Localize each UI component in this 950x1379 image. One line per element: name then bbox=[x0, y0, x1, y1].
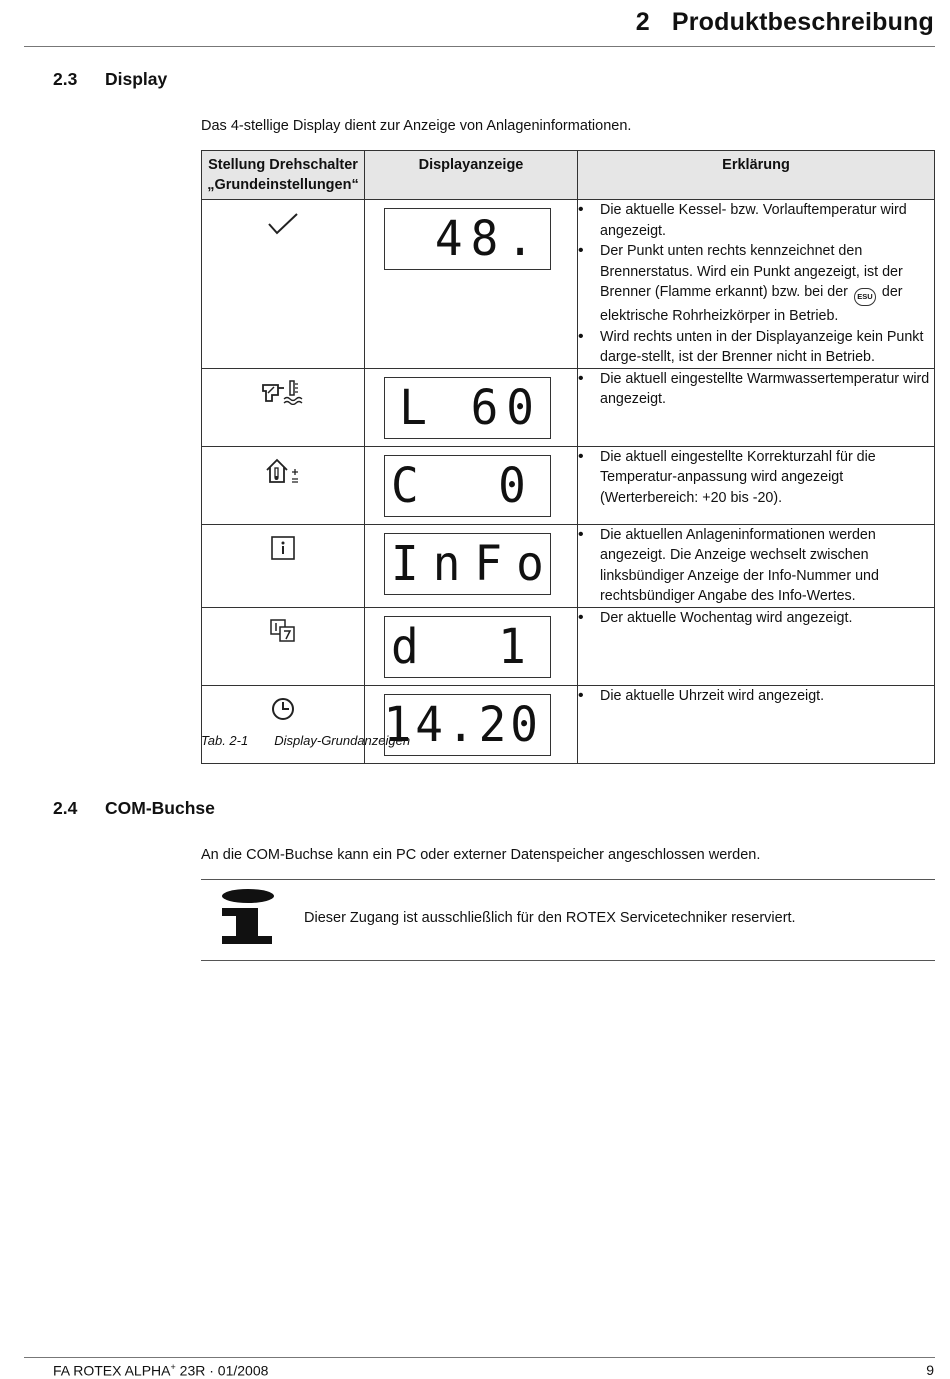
bullet-text: Der Punkt unten rechts kennzeichnet den Brennerstatus. Wird ein Punkt angezeigt, ist der Brenner (Flamme erkannt) bzw. bei der bbox=[600, 243, 903, 300]
header-switch-line1: Stellung Drehschalter bbox=[208, 157, 358, 173]
symbol-cell bbox=[202, 446, 365, 524]
table-row bbox=[202, 685, 935, 763]
checkmark-icon bbox=[267, 212, 299, 236]
list-item: • Die aktuelle Uhrzeit wird angezeigt. bbox=[600, 686, 934, 707]
page-number: 9 bbox=[926, 1362, 934, 1378]
symbol-cell bbox=[202, 524, 365, 607]
bullet-text: der elektrische Rohrheizkörper in Betrieb. bbox=[600, 284, 903, 324]
display-table bbox=[201, 150, 935, 764]
explanation-cell bbox=[578, 685, 935, 763]
header-rule bbox=[24, 46, 935, 47]
footer-document-id bbox=[53, 1362, 268, 1379]
note-bottom-rule bbox=[201, 960, 935, 961]
explanation-cell bbox=[578, 368, 935, 446]
display-cell bbox=[365, 607, 578, 685]
chapter-title: Produktbeschreibung bbox=[671, 8, 934, 36]
lcd-value: d 1 bbox=[391, 617, 534, 674]
lcd-display bbox=[384, 377, 551, 439]
house-thermometer-plusminus-icon bbox=[264, 457, 302, 485]
section-heading-com bbox=[53, 798, 215, 819]
display-cell bbox=[365, 200, 578, 369]
explanation-cell bbox=[578, 524, 935, 607]
lcd-display bbox=[384, 455, 551, 517]
lcd-value: C 0 bbox=[391, 456, 534, 513]
display-cell bbox=[365, 685, 578, 763]
table-row bbox=[202, 524, 935, 607]
section-heading-display bbox=[53, 69, 167, 90]
chapter-heading bbox=[636, 8, 934, 37]
list-item: • Der aktuelle Wochentag wird angezeigt. bbox=[600, 608, 934, 629]
footer-doc-sup: + bbox=[170, 1362, 176, 1372]
caption-label: Tab. 2-1 bbox=[201, 733, 249, 748]
header-explanation: Erklärung bbox=[578, 151, 935, 200]
symbol-cell bbox=[202, 685, 365, 763]
explanation-cell bbox=[578, 446, 935, 524]
section-number: 2.4 bbox=[53, 798, 78, 818]
explanation-cell bbox=[578, 200, 935, 369]
list-item: • Die aktuell eingestellte Warmwassertemperatur wird angezeigt. bbox=[600, 369, 934, 410]
table-row bbox=[202, 607, 935, 685]
display-cell bbox=[365, 368, 578, 446]
table-row bbox=[202, 368, 935, 446]
lcd-display bbox=[384, 616, 551, 678]
symbol-cell bbox=[202, 368, 365, 446]
header-switch-position bbox=[202, 151, 365, 200]
intro-paragraph: Das 4-stellige Display dient zur Anzeige von Anlageninformationen. bbox=[201, 118, 632, 134]
weekday-calendar-icon bbox=[269, 618, 297, 644]
lcd-value: 48. bbox=[434, 209, 542, 267]
header-switch-line2: „Grundeinstellungen“ bbox=[207, 177, 359, 193]
lcd-value: InFo bbox=[391, 534, 558, 591]
display-cell bbox=[365, 446, 578, 524]
table-row bbox=[202, 200, 935, 369]
list-item: • Die aktuelle Kessel- bzw. Vorlauftemperatur wird angezeigt. bbox=[600, 200, 934, 241]
caption-text: Display-Grundanzeigen bbox=[274, 733, 411, 748]
section-title: COM-Buchse bbox=[105, 798, 215, 818]
symbol-cell bbox=[202, 200, 365, 369]
section-number: 2.3 bbox=[53, 69, 78, 89]
display-cell bbox=[365, 524, 578, 607]
explanation-cell bbox=[578, 607, 935, 685]
footer-doc-suffix: 23R · 01/2008 bbox=[175, 1362, 269, 1379]
hot-water-tap-icon bbox=[260, 379, 306, 405]
table-row bbox=[202, 446, 935, 524]
list-item: • Die aktuell eingestellte Korrekturzahl für die Temperatur-anpassung wird angezeigt (Werterbereich: +20 bis -20). bbox=[600, 447, 934, 509]
clock-icon bbox=[270, 696, 296, 722]
esu-icon: ESU bbox=[854, 288, 876, 306]
lcd-value: 14.20 bbox=[383, 695, 542, 752]
note-text: Dieser Zugang ist ausschließlich für den ROTEX Servicetechniker reserviert. bbox=[304, 910, 796, 926]
lcd-display bbox=[384, 208, 551, 270]
footer-rule bbox=[24, 1357, 935, 1358]
lcd-value: L 60 bbox=[399, 378, 542, 435]
header-display: Displayanzeige bbox=[365, 151, 578, 200]
lcd-display bbox=[384, 533, 558, 595]
footer-doc-prefix: FA ROTEX ALPHA bbox=[53, 1362, 171, 1379]
com-paragraph: An die COM-Buchse kann ein PC oder externer Datenspeicher angeschlossen werden. bbox=[201, 847, 761, 863]
info-note-icon bbox=[218, 888, 278, 946]
note-top-rule bbox=[201, 879, 935, 880]
list-item: • Die aktuellen Anlageninformationen werden angezeigt. Die Anzeige wechselt zwischen linksbündiger Anzeige der Info-Nummer und rechtsbündiger Angabe des Info-Wertes. bbox=[600, 525, 934, 607]
info-box-icon bbox=[270, 535, 296, 561]
chapter-number: 2 bbox=[635, 8, 650, 36]
table-caption bbox=[201, 733, 436, 748]
list-item: • Wird rechts unten in der Displayanzeige kein Punkt darge-stellt, ist der Brenner nicht in Betrieb. bbox=[600, 327, 934, 368]
section-title: Display bbox=[105, 69, 168, 89]
list-item bbox=[600, 241, 934, 327]
symbol-cell bbox=[202, 607, 365, 685]
